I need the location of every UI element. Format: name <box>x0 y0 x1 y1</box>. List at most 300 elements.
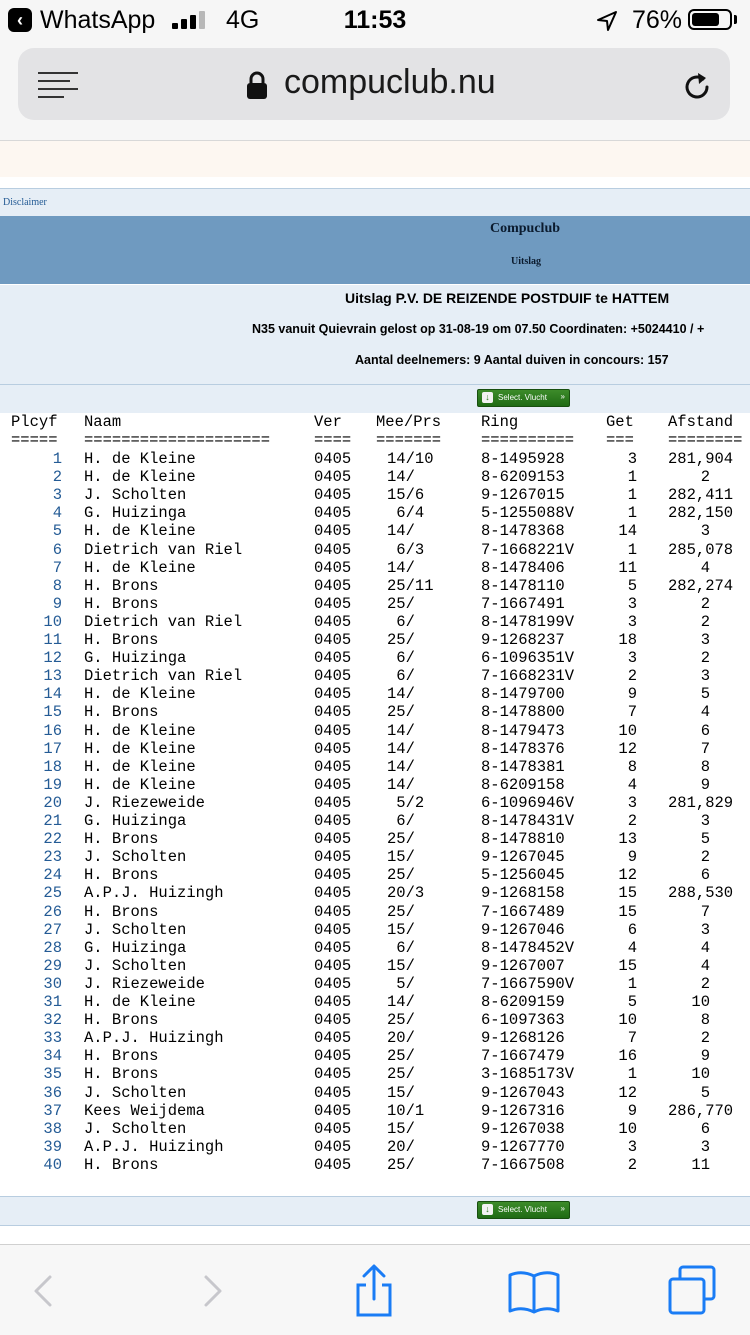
table-row-ring: 9-1267015 <box>481 486 565 505</box>
table-row-mee-prs: 15/ <box>387 1083 415 1102</box>
table-header-ring: Ring <box>481 413 519 431</box>
table-row-get: 10 <box>618 1119 637 1138</box>
table-row <box>0 649 750 667</box>
network-type: 4G <box>226 6 260 34</box>
table-row-mee-prs: 14/ <box>387 685 415 704</box>
table-row-get: 15 <box>618 884 637 903</box>
table-row-ring: 8-6209153 <box>481 468 565 487</box>
reload-icon[interactable] <box>680 70 714 104</box>
forward-icon[interactable] <box>184 1263 240 1319</box>
table-row <box>0 486 750 504</box>
table-row-place: 25 <box>43 884 62 903</box>
table-row-name: H. Brons <box>84 631 159 649</box>
table-row-name: J. Scholten <box>84 956 187 975</box>
table-row-place: 18 <box>43 757 62 776</box>
site-title: Compuclub <box>490 221 561 236</box>
site-subtitle: Uitslag <box>511 256 541 267</box>
table-row-ver: 0405 <box>314 540 352 559</box>
table-header-mee-prs: Mee/Prs <box>376 413 442 431</box>
table-row <box>0 794 750 812</box>
table-row-ring: 7-1667479 <box>481 1047 565 1066</box>
table-separator-afstand: ======== <box>668 431 743 449</box>
table-row-afstand: 4 <box>700 938 710 957</box>
table-separator-mee-prs: ======= <box>376 431 442 449</box>
table-row-afstand: 10 <box>691 1065 710 1084</box>
table-row-get: 7 <box>627 703 637 722</box>
table-row-ring: 8-1478431V <box>481 812 575 830</box>
select-flight-label: Select. Vlucht <box>498 1205 547 1214</box>
table-row <box>0 1047 750 1065</box>
table-row-ring: 8-1479473 <box>481 721 565 740</box>
table-row-afstand: 3 <box>700 920 710 939</box>
table-row-afstand: 8 <box>700 757 710 776</box>
table-row-afstand: 9 <box>700 1047 710 1066</box>
table-row-ring: 7-1667590V <box>481 974 575 993</box>
table-row-mee-prs: 25/ <box>387 703 415 722</box>
table-row-afstand: 3 <box>700 1137 710 1156</box>
select-flight-button-bottom[interactable] <box>477 1201 570 1219</box>
table-row-place: 37 <box>43 1101 62 1120</box>
table-row-ver: 0405 <box>314 1101 352 1120</box>
table-row-ver: 0405 <box>314 631 352 649</box>
table-row-place: 16 <box>43 721 62 740</box>
table-row-ver: 0405 <box>314 721 352 740</box>
table-row-place: 22 <box>43 830 62 849</box>
disclaimer-link[interactable]: Disclaimer <box>3 197 47 208</box>
table-row-ver: 0405 <box>314 685 352 704</box>
table-row-mee-prs: 25/ <box>387 866 415 885</box>
chevron-right-icon: » <box>560 1204 565 1213</box>
table-row-ring: 7-1667489 <box>481 902 565 921</box>
battery-percent: 76% <box>632 6 683 34</box>
address-bar[interactable] <box>18 48 730 120</box>
table-row-afstand: 285,078 <box>668 540 734 559</box>
table-header-afstand: Afstand <box>668 413 734 431</box>
site-header <box>0 216 750 284</box>
table-row <box>0 848 750 866</box>
table-row-mee-prs: 20/ <box>387 1029 415 1048</box>
table-row-name: H. Brons <box>84 830 159 849</box>
table-row <box>0 993 750 1011</box>
table-row-place: 14 <box>43 685 62 704</box>
table-row-mee-prs: 5/ <box>396 974 415 993</box>
table-row-ring: 8-1478199V <box>481 612 575 631</box>
back-to-app-icon[interactable]: ‹ <box>8 8 32 32</box>
table-row-afstand: 4 <box>700 703 710 722</box>
table-row-mee-prs: 25/ <box>387 594 415 613</box>
table-row-ver: 0405 <box>314 757 352 776</box>
table-row <box>0 1065 750 1083</box>
reader-menu-icon[interactable] <box>38 72 78 98</box>
table-row-name: J. Scholten <box>84 1083 187 1102</box>
table-row-ver: 0405 <box>314 830 352 849</box>
table-row-get: 1 <box>627 540 637 559</box>
table-row-mee-prs: 14/ <box>387 721 415 740</box>
table-row-get: 6 <box>627 920 637 939</box>
table-row-mee-prs: 25/ <box>387 1047 415 1066</box>
table-row <box>0 1102 750 1120</box>
back-icon[interactable] <box>16 1263 72 1319</box>
table-row-mee-prs: 25/11 <box>387 576 434 595</box>
table-row <box>0 776 750 794</box>
table-row-name: H. de Kleine <box>84 685 196 704</box>
table-row-afstand: 11 <box>691 1155 710 1174</box>
table-row-get: 1 <box>627 974 637 993</box>
table-row-place: 4 <box>52 504 62 523</box>
table-row-place: 36 <box>43 1083 62 1102</box>
table-header <box>0 413 750 431</box>
race-title: Uitslag P.V. DE REIZENDE POSTDUIF te HATTEM <box>345 290 670 306</box>
table-row-place: 13 <box>43 667 62 686</box>
table-row-afstand: 5 <box>700 685 710 704</box>
url-text[interactable]: compuclub.nu <box>284 63 496 101</box>
table-row-name: G. Huizinga <box>84 812 187 830</box>
table-row-name: Dietrich van Riel <box>84 667 243 686</box>
table-row-ver: 0405 <box>314 594 352 613</box>
table-row-place: 20 <box>43 793 62 812</box>
table-separator <box>0 431 750 449</box>
table-row-ver: 0405 <box>314 468 352 487</box>
table-separator-place: ===== <box>11 431 58 449</box>
table-row-mee-prs: 25/ <box>387 1155 415 1174</box>
table-row <box>0 1138 750 1156</box>
table-row-ver: 0405 <box>314 1029 352 1048</box>
table-row-name: J. Riezeweide <box>84 793 205 812</box>
table-row-ring: 3-1685173V <box>481 1065 575 1084</box>
back-to-app-label[interactable]: WhatsApp <box>40 6 156 34</box>
table-row <box>0 468 750 486</box>
table-row-afstand: 288,530 <box>668 884 734 903</box>
table-row-get: 3 <box>627 612 637 631</box>
table-row-afstand: 7 <box>700 902 710 921</box>
table-row-get: 9 <box>627 685 637 704</box>
select-bar-top <box>0 384 750 414</box>
table-row-ver: 0405 <box>314 956 352 975</box>
table-row-mee-prs: 6/ <box>396 649 415 668</box>
table-row-ring: 7-1668221V <box>481 540 575 559</box>
table-row-ver: 0405 <box>314 486 352 505</box>
table-row <box>0 1029 750 1047</box>
table-row <box>0 722 750 740</box>
table-row-place: 23 <box>43 848 62 867</box>
table-row-get: 5 <box>627 993 637 1011</box>
battery-cap <box>734 15 737 24</box>
table-row-name: A.P.J. Huizingh <box>84 1029 224 1048</box>
table-row-name: H. de Kleine <box>84 558 196 577</box>
table-row-ver: 0405 <box>314 667 352 686</box>
table-row <box>0 613 750 631</box>
table-row-ring: 8-1478452V <box>481 938 575 957</box>
table-row-ring: 8-1479700 <box>481 685 565 704</box>
table-row <box>0 685 750 703</box>
battery-icon <box>688 9 732 30</box>
table-row-afstand: 2 <box>700 848 710 867</box>
bookmarks-icon[interactable] <box>506 1263 562 1319</box>
table-row-mee-prs: 14/ <box>387 993 415 1011</box>
table-row-ring: 9-1267038 <box>481 1119 565 1138</box>
table-row-place: 39 <box>43 1137 62 1156</box>
table-row <box>0 866 750 884</box>
table-row-get: 3 <box>627 450 637 468</box>
table-row-afstand: 8 <box>700 1011 710 1030</box>
table-row-mee-prs: 6/ <box>396 612 415 631</box>
table-row-get: 3 <box>627 793 637 812</box>
table-row-get: 10 <box>618 721 637 740</box>
table-row-get: 5 <box>627 576 637 595</box>
table-row-ver: 0405 <box>314 974 352 993</box>
table-row-place: 3 <box>52 486 62 505</box>
table-row-afstand: 5 <box>700 830 710 849</box>
table-row-afstand: 2 <box>700 1029 710 1048</box>
table-row-mee-prs: 6/ <box>396 938 415 957</box>
table-row-mee-prs: 15/ <box>387 1119 415 1138</box>
table-row-mee-prs: 6/ <box>396 667 415 686</box>
table-row-place: 31 <box>43 993 62 1011</box>
table-row-ver: 0405 <box>314 993 352 1011</box>
table-row-afstand: 9 <box>700 775 710 794</box>
table-row-mee-prs: 6/4 <box>396 504 425 523</box>
table-row-get: 4 <box>627 938 637 957</box>
table-row-get: 3 <box>627 594 637 613</box>
table-row-ring: 8-1478376 <box>481 739 565 758</box>
table-row-place: 29 <box>43 956 62 975</box>
table-row <box>0 595 750 613</box>
race-details: N35 vanuit Quievrain gelost op 31-08-19 om 07.50 Coordinaten: +5024410 / + <box>252 322 705 336</box>
table-row-get: 13 <box>618 830 637 849</box>
table-row-ring: 9-1268126 <box>481 1029 565 1048</box>
table-row-get: 10 <box>618 1011 637 1030</box>
status-bar <box>0 0 750 40</box>
table-row-name: H. de Kleine <box>84 775 196 794</box>
share-icon[interactable] <box>346 1263 402 1319</box>
table-row-get: 1 <box>627 504 637 523</box>
table-row-place: 35 <box>43 1065 62 1084</box>
table-row-ver: 0405 <box>314 775 352 794</box>
table-row-ver: 0405 <box>314 612 352 631</box>
table-row-place: 19 <box>43 775 62 794</box>
table-row-afstand: 2 <box>700 612 710 631</box>
table-separator-get: === <box>606 431 634 449</box>
table-row-ring: 8-1478368 <box>481 522 565 541</box>
table-row-name: H. Brons <box>84 1047 159 1066</box>
table-row-place: 12 <box>43 649 62 668</box>
table-row-place: 32 <box>43 1011 62 1030</box>
table-row-afstand: 282,150 <box>668 504 734 523</box>
table-row-ring: 9-1267043 <box>481 1083 565 1102</box>
table-row-get: 2 <box>627 812 637 830</box>
table-row-place: 1 <box>52 450 62 468</box>
table-row-name: A.P.J. Huizingh <box>84 1137 224 1156</box>
table-row-place: 9 <box>52 594 62 613</box>
table-row-place: 21 <box>43 812 62 830</box>
participants-count: Aantal deelnemers: 9 Aantal duiven in concours: 157 <box>355 353 669 367</box>
table-row-afstand: 10 <box>691 993 710 1011</box>
table-row-get: 1 <box>627 468 637 487</box>
table-row-afstand: 6 <box>700 866 710 885</box>
tabs-icon[interactable] <box>664 1263 720 1319</box>
table-row-ver: 0405 <box>314 558 352 577</box>
table-separator-name: ==================== <box>84 431 271 449</box>
table-row-ring: 8-1478800 <box>481 703 565 722</box>
table-separator-ver: ==== <box>314 431 352 449</box>
table-row-ver: 0405 <box>314 1047 352 1066</box>
table-row-name: J. Scholten <box>84 920 187 939</box>
table-row <box>0 504 750 522</box>
table-row <box>0 957 750 975</box>
table-row-place: 5 <box>52 522 62 541</box>
table-row-get: 7 <box>627 1029 637 1048</box>
table-row-mee-prs: 14/ <box>387 775 415 794</box>
table-row-afstand: 2 <box>700 974 710 993</box>
table-row-afstand: 5 <box>700 1083 710 1102</box>
table-row <box>0 921 750 939</box>
signal-icon <box>172 11 208 29</box>
table-row-name: H. Brons <box>84 1155 159 1174</box>
table-row-name: H. Brons <box>84 1011 159 1030</box>
table-row-mee-prs: 14/ <box>387 522 415 541</box>
table-row-afstand: 2 <box>700 649 710 668</box>
table-row <box>0 1156 750 1174</box>
select-flight-label: Select. Vlucht <box>498 393 547 402</box>
table-row-get: 8 <box>627 757 637 776</box>
table-row <box>0 1120 750 1138</box>
table-row-ver: 0405 <box>314 1065 352 1084</box>
table-header-get: Get <box>606 413 634 431</box>
table-row <box>0 541 750 559</box>
table-row-place: 33 <box>43 1029 62 1048</box>
table-row-ver: 0405 <box>314 1119 352 1138</box>
table-row-ver: 0405 <box>314 649 352 668</box>
table-row-ver: 0405 <box>314 938 352 957</box>
table-row-name: H. Brons <box>84 866 159 885</box>
table-row-get: 9 <box>627 848 637 867</box>
table-row-name: J. Scholten <box>84 1119 187 1138</box>
table-row-name: H. de Kleine <box>84 739 196 758</box>
table-row-name: H. de Kleine <box>84 468 196 487</box>
table-row-mee-prs: 14/10 <box>387 450 434 468</box>
table-row <box>0 703 750 721</box>
table-row-place: 15 <box>43 703 62 722</box>
table-row-name: H. Brons <box>84 576 159 595</box>
table-row-afstand: 4 <box>700 558 710 577</box>
table-row-name: J. Scholten <box>84 486 187 505</box>
table-row-ring: 9-1267770 <box>481 1137 565 1156</box>
clock: 11:53 <box>343 6 407 34</box>
table-row-place: 24 <box>43 866 62 885</box>
table-row-ring: 9-1267316 <box>481 1101 565 1120</box>
table-row-mee-prs: 14/ <box>387 757 415 776</box>
table-row-ring: 8-1495928 <box>481 450 565 468</box>
table-row-mee-prs: 10/1 <box>387 1101 425 1120</box>
table-row <box>0 975 750 993</box>
select-flight-button-top[interactable] <box>477 389 570 407</box>
table-row-get: 12 <box>618 1083 637 1102</box>
table-row-afstand: 3 <box>700 812 710 830</box>
table-row <box>0 830 750 848</box>
table-row-afstand: 281,829 <box>668 793 734 812</box>
chevron-right-icon: » <box>560 392 565 401</box>
table-row-mee-prs: 14/ <box>387 468 415 487</box>
table-row-ring: 9-1267007 <box>481 956 565 975</box>
table-row-place: 34 <box>43 1047 62 1066</box>
table-row <box>0 884 750 902</box>
table-row-place: 11 <box>43 631 62 649</box>
table-row-mee-prs: 15/6 <box>387 486 425 505</box>
table-row-ver: 0405 <box>314 504 352 523</box>
table-row-afstand: 281,904 <box>668 450 734 468</box>
table-row-ring: 8-6209158 <box>481 775 565 794</box>
table-row-name: J. Scholten <box>84 848 187 867</box>
table-row-name: H. de Kleine <box>84 721 196 740</box>
table-row-mee-prs: 25/ <box>387 902 415 921</box>
table-row-get: 16 <box>618 1047 637 1066</box>
table-row-place: 40 <box>43 1155 62 1174</box>
table-row-mee-prs: 25/ <box>387 830 415 849</box>
table-row <box>0 1011 750 1029</box>
select-bar-bottom <box>0 1196 750 1226</box>
table-row-mee-prs: 14/ <box>387 558 415 577</box>
table-row-mee-prs: 15/ <box>387 956 415 975</box>
table-row-get: 14 <box>618 522 637 541</box>
table-row-ring: 9-1268237 <box>481 631 565 649</box>
table-row-get: 12 <box>618 739 637 758</box>
table-row-ring: 9-1268158 <box>481 884 565 903</box>
table-row-ver: 0405 <box>314 793 352 812</box>
table-row-mee-prs: 6/3 <box>396 540 425 559</box>
table-row-ver: 0405 <box>314 902 352 921</box>
table-row-ver: 0405 <box>314 884 352 903</box>
table-row-ring: 9-1267045 <box>481 848 565 867</box>
table-row-ring: 8-1478810 <box>481 830 565 849</box>
browser-chrome <box>0 40 750 140</box>
table-row-ring: 5-1256045 <box>481 866 565 885</box>
table-row-ring: 8-6209159 <box>481 993 565 1011</box>
table-row-ver: 0405 <box>314 450 352 468</box>
table-row-name: H. de Kleine <box>84 757 196 776</box>
table-row-mee-prs: 6/ <box>396 812 415 830</box>
table-row-afstand: 6 <box>700 1119 710 1138</box>
table-row-ver: 0405 <box>314 920 352 939</box>
table-row-mee-prs: 15/ <box>387 920 415 939</box>
table-row-afstand: 286,770 <box>668 1101 734 1120</box>
table-row <box>0 577 750 595</box>
table-row-name: H. de Kleine <box>84 522 196 541</box>
table-row-ring: 7-1667508 <box>481 1155 565 1174</box>
table-row-get: 12 <box>618 866 637 885</box>
table-row <box>0 903 750 921</box>
table-row-mee-prs: 25/ <box>387 1065 415 1084</box>
table-row-ring: 7-1667491 <box>481 594 565 613</box>
table-row-ver: 0405 <box>314 739 352 758</box>
table-row-place: 38 <box>43 1119 62 1138</box>
table-row-afstand: 3 <box>700 631 710 649</box>
table-row-ring: 5-1255088V <box>481 504 575 523</box>
table-row-name: H. de Kleine <box>84 993 196 1011</box>
table-row-name: Dietrich van Riel <box>84 540 243 559</box>
table-row-name: H. de Kleine <box>84 450 196 468</box>
table-row <box>0 939 750 957</box>
table-row-afstand: 282,411 <box>668 486 734 505</box>
table-row <box>0 740 750 758</box>
table-row-ver: 0405 <box>314 1137 352 1156</box>
table-row-mee-prs: 20/ <box>387 1137 415 1156</box>
table-row-mee-prs: 5/2 <box>396 793 425 812</box>
table-row-get: 3 <box>627 1137 637 1156</box>
table-row-ver: 0405 <box>314 1155 352 1174</box>
table-row-get: 9 <box>627 1101 637 1120</box>
table-row-get: 11 <box>618 558 637 577</box>
table-row-get: 4 <box>627 775 637 794</box>
